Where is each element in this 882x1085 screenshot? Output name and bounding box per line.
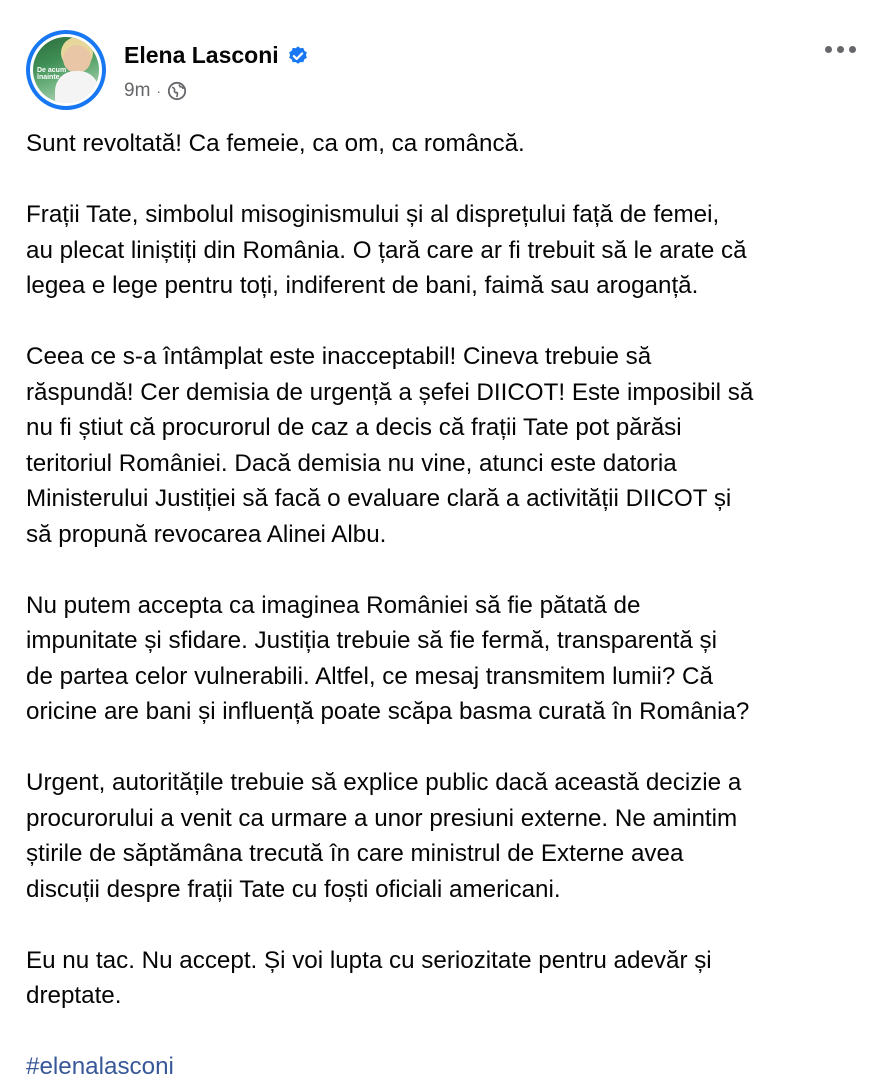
post-paragraph-6: Eu nu tac. Nu accept. Și voi lupta cu seriozitate pentru adevăr și dreptate. <box>26 946 712 1009</box>
post-paragraph-3: Ceea ce s-a întâmplat este inacceptabil! Cineva trebuie să răspundă! Cer demisia de urgență a șefei DIICOT! Este imposibil să nu fi știut că procurorul de caz a decis că frații Tate pot părăsi teritoriul României. Dacă demisia nu vine, atunci este datoria Ministerului Justiției să facă o evaluare clară a activității DIICOT și să propună revocarea Alinei Albu. <box>26 343 754 548</box>
globe-icon[interactable] <box>167 81 187 101</box>
avatar-photo <box>33 37 99 103</box>
post-paragraph-2: Frații Tate, simbolul misoginismului și al disprețului față de femei, au plecat liniștiți din România. O țară care ar fi trebuit să le arate că legea e lege pentru toți, indiferent de bani, faimă sau aroganță. <box>26 201 747 299</box>
avatar-text: De acum înainte. <box>37 67 67 81</box>
post-meta <box>124 80 187 102</box>
post-time[interactable]: 9m <box>124 80 151 101</box>
post-header <box>26 30 856 114</box>
more-options-icon[interactable] <box>820 42 856 56</box>
post-paragraph-4: Nu putem accepta ca imaginea României să fie pătată de impunitate și sfidare. Justiția trebuie să fie fermă, transparentă și de partea celor vulnerabili. Altfel, ce mesaj transmitem lumii? Că oricine are bani și influență poate scăpa basma curată în România? <box>26 591 750 725</box>
post-paragraph-1: Sunt revoltată! Ca femeie, ca om, ca româncă. <box>26 130 525 157</box>
avatar[interactable] <box>26 30 106 110</box>
hashtag-link[interactable]: #elenalasconi <box>26 1053 174 1080</box>
author-name[interactable]: Elena Lasconi <box>124 42 279 68</box>
post-content <box>26 126 866 1085</box>
meta-separator: · <box>156 83 162 99</box>
verified-badge-icon <box>287 45 309 67</box>
post-paragraph-5: Urgent, autoritățile trebuie să explice public dacă această decizie a procurorului a venit ca urmare a unor presiuni externe. Ne amintim știrile de săptămâna trecută în care ministrul de Externe avea discuții despre frații Tate cu foști oficiali americani. <box>26 769 742 903</box>
